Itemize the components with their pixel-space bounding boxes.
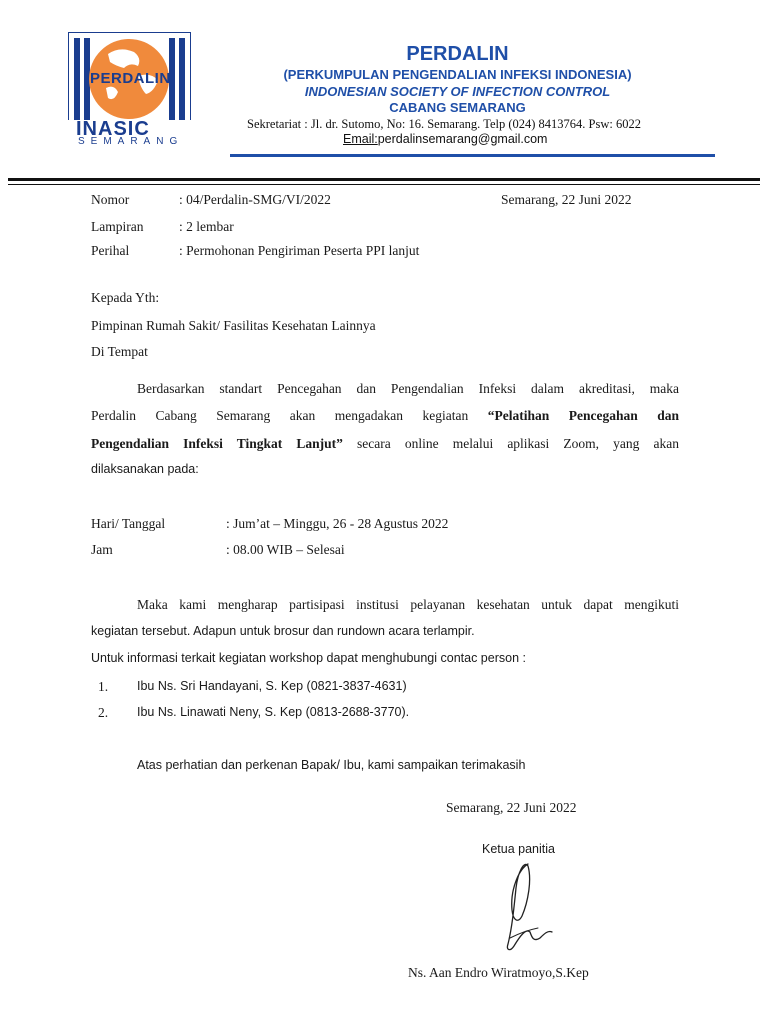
letter-date: Semarang, 22 Juni 2022: [501, 192, 632, 207]
lampiran-value: : 2 lembar: [179, 219, 234, 234]
signature-place-date: Semarang, 22 Juni 2022: [446, 800, 577, 815]
logo-city-text: SEMARANG: [78, 136, 184, 147]
contact-person-2: Ibu Ns. Linawati Neny, S. Kep (0813-2688-3770).: [137, 705, 410, 719]
hari-label: Hari/ Tanggal: [91, 516, 166, 531]
org-english-name: INDONESIAN SOCIETY OF INFECTION CONTROL: [304, 84, 611, 99]
handwritten-signature: [488, 858, 558, 958]
org-full-name: (PERKUMPULAN PENGENDALIAN INFEKSI INDONESIA): [283, 67, 632, 82]
paragraph-1-line-4: dilaksanakan pada:: [91, 462, 199, 476]
signature-role: Ketua panitia: [482, 842, 555, 856]
lampiran-label: Lampiran: [91, 219, 144, 234]
perihal-value: : Permohonan Pengiriman Peserta PPI lanjut: [179, 243, 420, 258]
paragraph-3-line-1: Untuk informasi terkait kegiatan workshop dapat menghubungi contac person :: [91, 651, 526, 665]
header-divider-top: [8, 178, 760, 181]
header-divider-bottom: [8, 184, 760, 185]
signatory-name: Ns. Aan Endro Wiratmoyo,S.Kep: [408, 965, 589, 980]
jam-value: : 08.00 WIB – Selesai: [226, 542, 345, 557]
logo-top-text: PERDALIN: [90, 70, 171, 87]
secretariat-address: Sekretariat : Jl. dr. Sutomo, No: 16. Semarang. Telp (024) 8413764. Psw: 6022: [247, 117, 642, 131]
recipient-line-2: Pimpinan Rumah Sakit/ Fasilitas Kesehatan Lainnya: [91, 318, 376, 333]
header-blue-rule: [230, 154, 715, 157]
paragraph-1-line-1: Berdasarkan standart Pencegahan dan Pengendalian Infeksi dalam akreditasi, maka: [137, 381, 679, 396]
paragraph-1-line-2: Perdalin Cabang Semarang akan mengadakan kegiatan “Pelatihan Pencegahan dan: [91, 408, 680, 423]
branch-name: CABANG SEMARANG: [389, 100, 526, 115]
email-line: [343, 132, 547, 146]
closing-sentence: Atas perhatian dan perkenan Bapak/ Ibu, kami sampaikan terimakasih: [137, 758, 526, 772]
contact-person-1: Ibu Ns. Sri Handayani, S. Kep (0821-3837-4631): [137, 679, 407, 693]
nomor-label: Nomor: [91, 192, 130, 207]
org-name: PERDALIN: [406, 43, 509, 65]
paragraph-2-line-1: Maka kami mengharap partisipasi institusi pelayanan kesehatan untuk dapat mengikuti: [137, 597, 679, 612]
logo-bottom-text: INASIC: [76, 118, 150, 140]
paragraph-2-line-2: kegiatan tersebut. Adapun untuk brosur dan rundown acara terlampir.: [91, 624, 475, 638]
hari-value: : Jum’at – Minggu, 26 - 28 Agustus 2022: [226, 516, 449, 531]
email-address: perdalinsemarang@gmail.com: [377, 132, 548, 146]
organization-logo: [68, 32, 191, 151]
contact-number-2: 2.: [98, 705, 109, 720]
paragraph-1-line-3: Pengendalian Infeksi Tingkat Lanjut” secara online melalui aplikasi Zoom, yang akan: [91, 436, 679, 451]
contact-number-1: 1.: [98, 679, 109, 694]
nomor-value: : 04/Perdalin-SMG/VI/2022: [179, 192, 331, 207]
jam-label: Jam: [91, 542, 113, 557]
recipient-line-1: Kepada Yth:: [91, 290, 160, 305]
recipient-line-3: Di Tempat: [91, 344, 148, 359]
perihal-label: Perihal: [91, 243, 130, 258]
email-label: Email:: [343, 132, 378, 146]
